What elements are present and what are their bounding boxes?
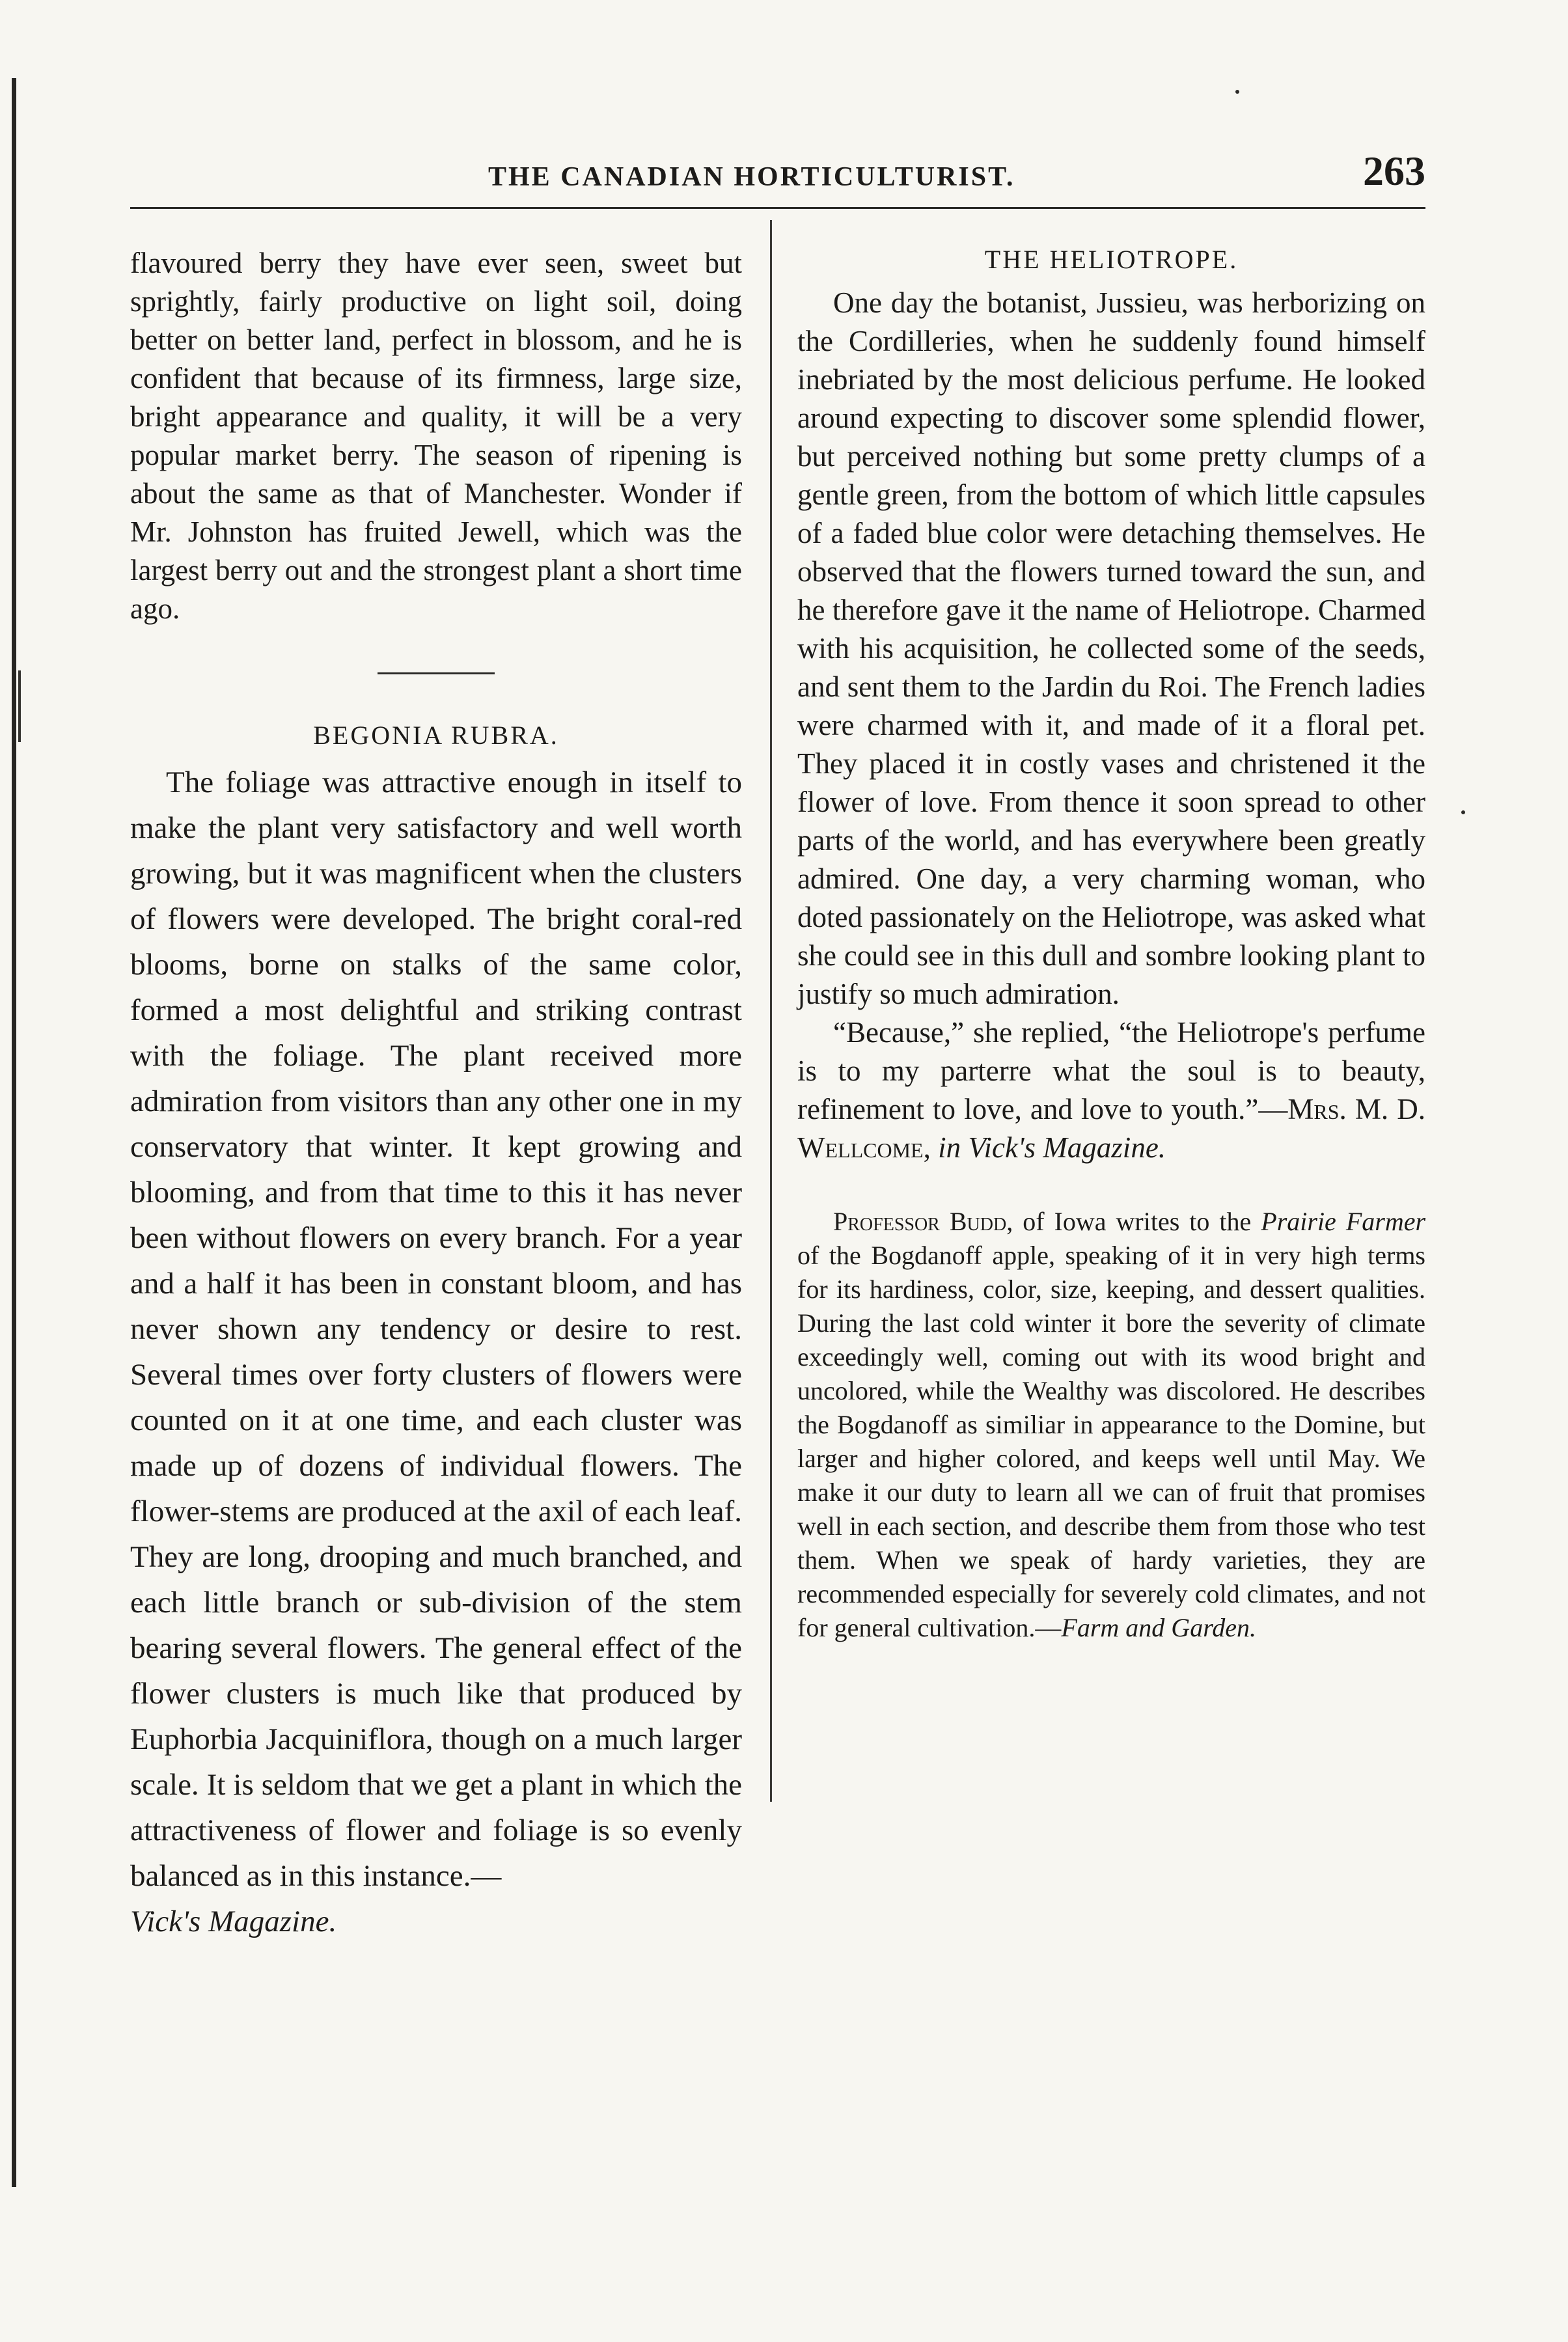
right-column xyxy=(797,244,1425,1645)
page-edge-mark xyxy=(18,670,21,742)
page-number: 263 xyxy=(1363,148,1425,194)
running-title: THE CANADIAN HORTICULTURIST. xyxy=(488,162,1015,192)
note-source: Farm and Garden. xyxy=(1061,1613,1257,1642)
section-rule xyxy=(378,672,495,674)
begonia-body-text: The foliage was attractive enough in itself to make the plant very satisfactory and well worth growing, but it was magnificent when the clusters of flowers were developed. The bright coral-red blooms, borne on stalks of the same color, formed a most delightful and striking contrast with the foliage. The plant received more admiration from visitors than any other one in my conservatory that winter. It kept growing and blooming, and from that time to this it has never been without flowers on every branch. For a year and a half it has been in constant bloom, and has never shown any tendency or desire to rest. Several times over forty clusters of flowers were counted on it at one time, and each cluster was made up of dozens of individual flowers. The flower-stems are produced at the axil of each leaf. They are long, drooping and much branched, and each little branch or sub-division of the stem bearing several flowers. The general effect of the flower clusters is much like that produced by Euphorbia Jacquiniflora, though on a much larger scale. It is seldom that we get a plant in which the attractiveness of flower and foliage is so evenly balanced as in this instance.— xyxy=(130,765,742,1893)
article-title-heliotrope: THE HELIOTROPE. xyxy=(984,245,1239,274)
budd-note-paragraph xyxy=(797,1205,1425,1645)
note-journal: Prairie Farmer xyxy=(1261,1207,1426,1236)
page-edge-shadow xyxy=(12,78,16,2187)
heliotrope-source: in Vick's Magazine. xyxy=(938,1131,1166,1164)
heliotrope-author: Mrs. M. D. Wellcome, xyxy=(797,1093,1425,1164)
begonia-article-body xyxy=(130,760,742,1944)
heliotrope-paragraph-2 xyxy=(797,1013,1425,1167)
heliotrope-paragraph-1: One day the botanist, Jussieu, was herborizing on the Cordilleries, when he suddenly found himself inebriated by the most delicious perfume. He looked around expecting to discover some splendid flower, but perceived nothing but some pretty clumps of a gentle green, from the bottom of which little capsules of a faded blue color were detaching themselves. He observed that the flowers turned toward the sun, and he therefore gave it the name of Heliotrope. Charmed with his acquisition, he collected some of the seeds, and sent them to the Jardin du Roi. The French ladies were charmed with it, and made of it a floral pet. They placed it in costly vases and christened it the flower of love. From thence it soon spread to other parts of the world, and has everywhere been greatly admired. One day, a very charming woman, who doted passionately on the Heliotrope, was asked what she could see in this dull and sombre looking plant to justify so much admiration. xyxy=(797,286,1425,1010)
begonia-source: Vick's Magazine. xyxy=(130,1905,337,1938)
note-name: Professor Budd, xyxy=(833,1207,1013,1236)
speck xyxy=(1461,810,1465,814)
header-rule xyxy=(130,207,1425,209)
article-title-begonia: BEGONIA RUBRA. xyxy=(313,721,559,750)
continuation-paragraph: flavoured berry they have ever seen, sweet but sprightly, fairly productive on light soil, doing better on better land, perfect in blossom, and he is confident that because of its firmness, large size, bright appearance and quality, it will be a very popular market berry. The season of ripening is about the same as that of Manchester. Wonder if Mr. Johnston has fruited Jewell, which was the largest berry out and the strongest plant a short time ago. xyxy=(130,247,742,625)
heliotrope-quote: “Because,” she replied, “the Heliotrope's perfume is to my parterre what the soul is to beauty, refinement to love, and love to youth.”— xyxy=(797,1016,1425,1125)
column-divider xyxy=(770,220,772,1802)
note-text-2: of the Bogdanoff apple, speaking of it in very high terms for its hardiness, color, size, keeping, and dessert qualities. During the last cold winter it bore the severity of climate exceedingly well, coming out with its wood bright and uncolored, while the Wealthy was discolored. He describes the Bogdanoff as similiar in appearance to the Domine, but larger and higher colored, and keeps well until May. We make it our duty to learn all we can of fruit that promises well in each section, and describe them from those who test them. When we speak of hardy varieties, they are recommended especially for severely cold climates, and not for general cultivation.— xyxy=(797,1241,1425,1642)
note-text-1: of Iowa writes to the xyxy=(1023,1207,1252,1236)
left-column xyxy=(130,244,742,1944)
section-spacer xyxy=(797,1167,1425,1205)
speck xyxy=(1235,90,1239,94)
